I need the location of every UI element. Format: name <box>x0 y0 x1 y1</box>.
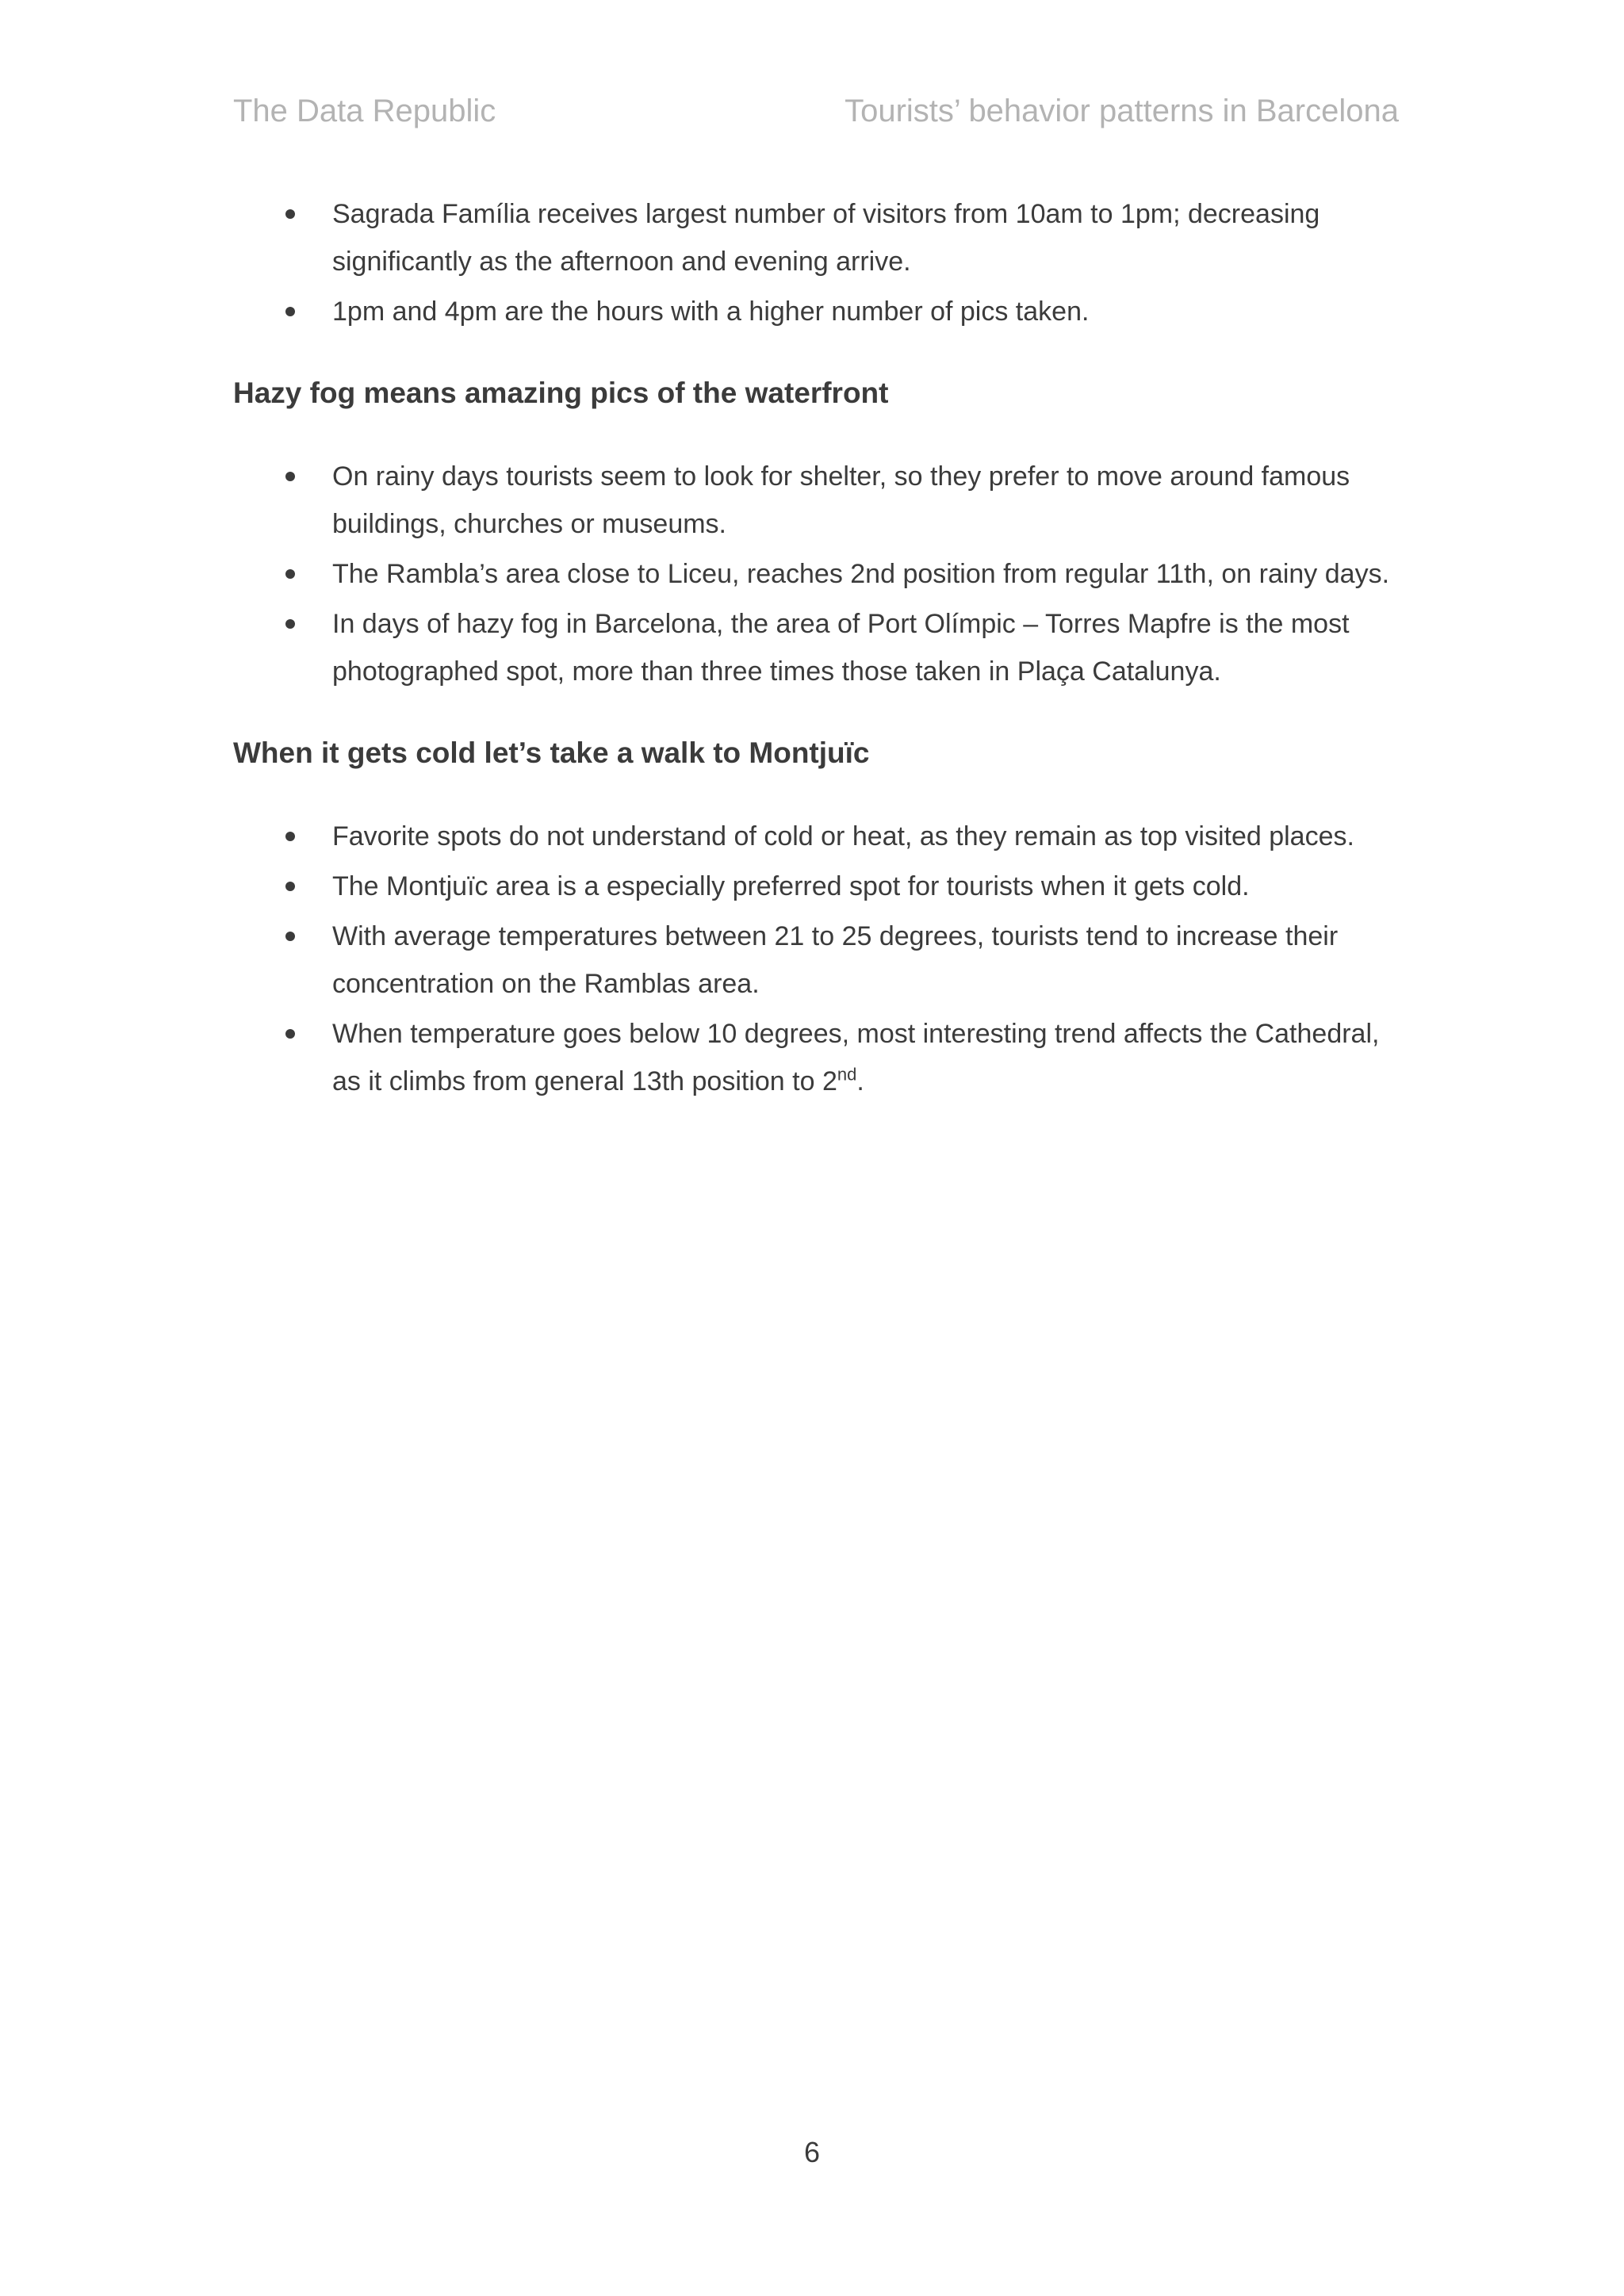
list-item-text: The Rambla’s area close to Liceu, reaches 2nd position from regular 11th, on rainy days. <box>332 559 1390 589</box>
list-item <box>233 1010 1407 1105</box>
list-item-text: The Montjuïc area is a especially preferred spot for tourists when it gets cold. <box>332 871 1250 901</box>
list-item <box>233 863 1407 910</box>
bullet-icon <box>285 1029 295 1039</box>
ordinal-superscript: nd <box>837 1064 857 1085</box>
bullet-icon <box>285 619 295 629</box>
list-item-text: On rainy days tourists seem to look for shelter, so they prefer to move around famous buildings, churches or museums. <box>332 461 1350 539</box>
section-heading: When it gets cold let’s take a walk to Montjuïc <box>233 737 870 769</box>
list-item <box>233 600 1407 695</box>
section-cold-montjuic <box>233 733 1407 1105</box>
list-item-text: With average temperatures between 21 to 25 degrees, tourists tend to increase their concentration on the Ramblas area. <box>332 921 1339 999</box>
list-item <box>233 913 1407 1008</box>
list-item-text: In days of hazy fog in Barcelona, the area of Port Olímpic – Torres Mapfre is the most photographed spot, more than three times those taken in Plaça Catalunya. <box>332 609 1350 687</box>
list-item <box>233 813 1407 860</box>
section-bullet-list <box>233 813 1407 1105</box>
list-item <box>233 453 1407 548</box>
header-document-title: Tourists’ behavior patterns in Barcelona <box>845 94 1399 128</box>
bullet-icon <box>285 472 295 481</box>
list-item <box>233 550 1407 598</box>
list-item-text <box>332 1019 1379 1096</box>
list-item-text: 1pm and 4pm are the hours with a higher number of pics taken. <box>332 297 1090 327</box>
page-content <box>233 190 1407 1108</box>
header-publisher: The Data Republic <box>233 94 496 128</box>
list-item-suffix: . <box>856 1066 864 1096</box>
section-hazy-fog <box>233 373 1407 695</box>
intro-bullet-list <box>233 190 1407 335</box>
list-item-text: Sagrada Família receives largest number of visitors from 10am to 1pm; decreasing significantly as the afternoon and evening arrive. <box>332 199 1320 277</box>
bullet-icon <box>285 209 295 219</box>
bullet-icon <box>285 307 295 316</box>
section-bullet-list <box>233 453 1407 695</box>
list-item <box>233 288 1407 335</box>
bullet-icon <box>285 882 295 891</box>
list-item <box>233 190 1407 285</box>
bullet-icon <box>285 932 295 941</box>
list-item-text: Favorite spots do not understand of cold or heat, as they remain as top visited places. <box>332 821 1354 851</box>
section-heading: Hazy fog means amazing pics of the waterfront <box>233 377 889 409</box>
bullet-icon <box>285 832 295 841</box>
page-number: 6 <box>803 2136 821 2168</box>
list-item-main-text: When temperature goes below 10 degrees, most interesting trend affects the Cathedral, as it climbs from general 13th position to 2 <box>332 1019 1380 1096</box>
page-header <box>233 94 1399 141</box>
bullet-icon <box>285 569 295 579</box>
